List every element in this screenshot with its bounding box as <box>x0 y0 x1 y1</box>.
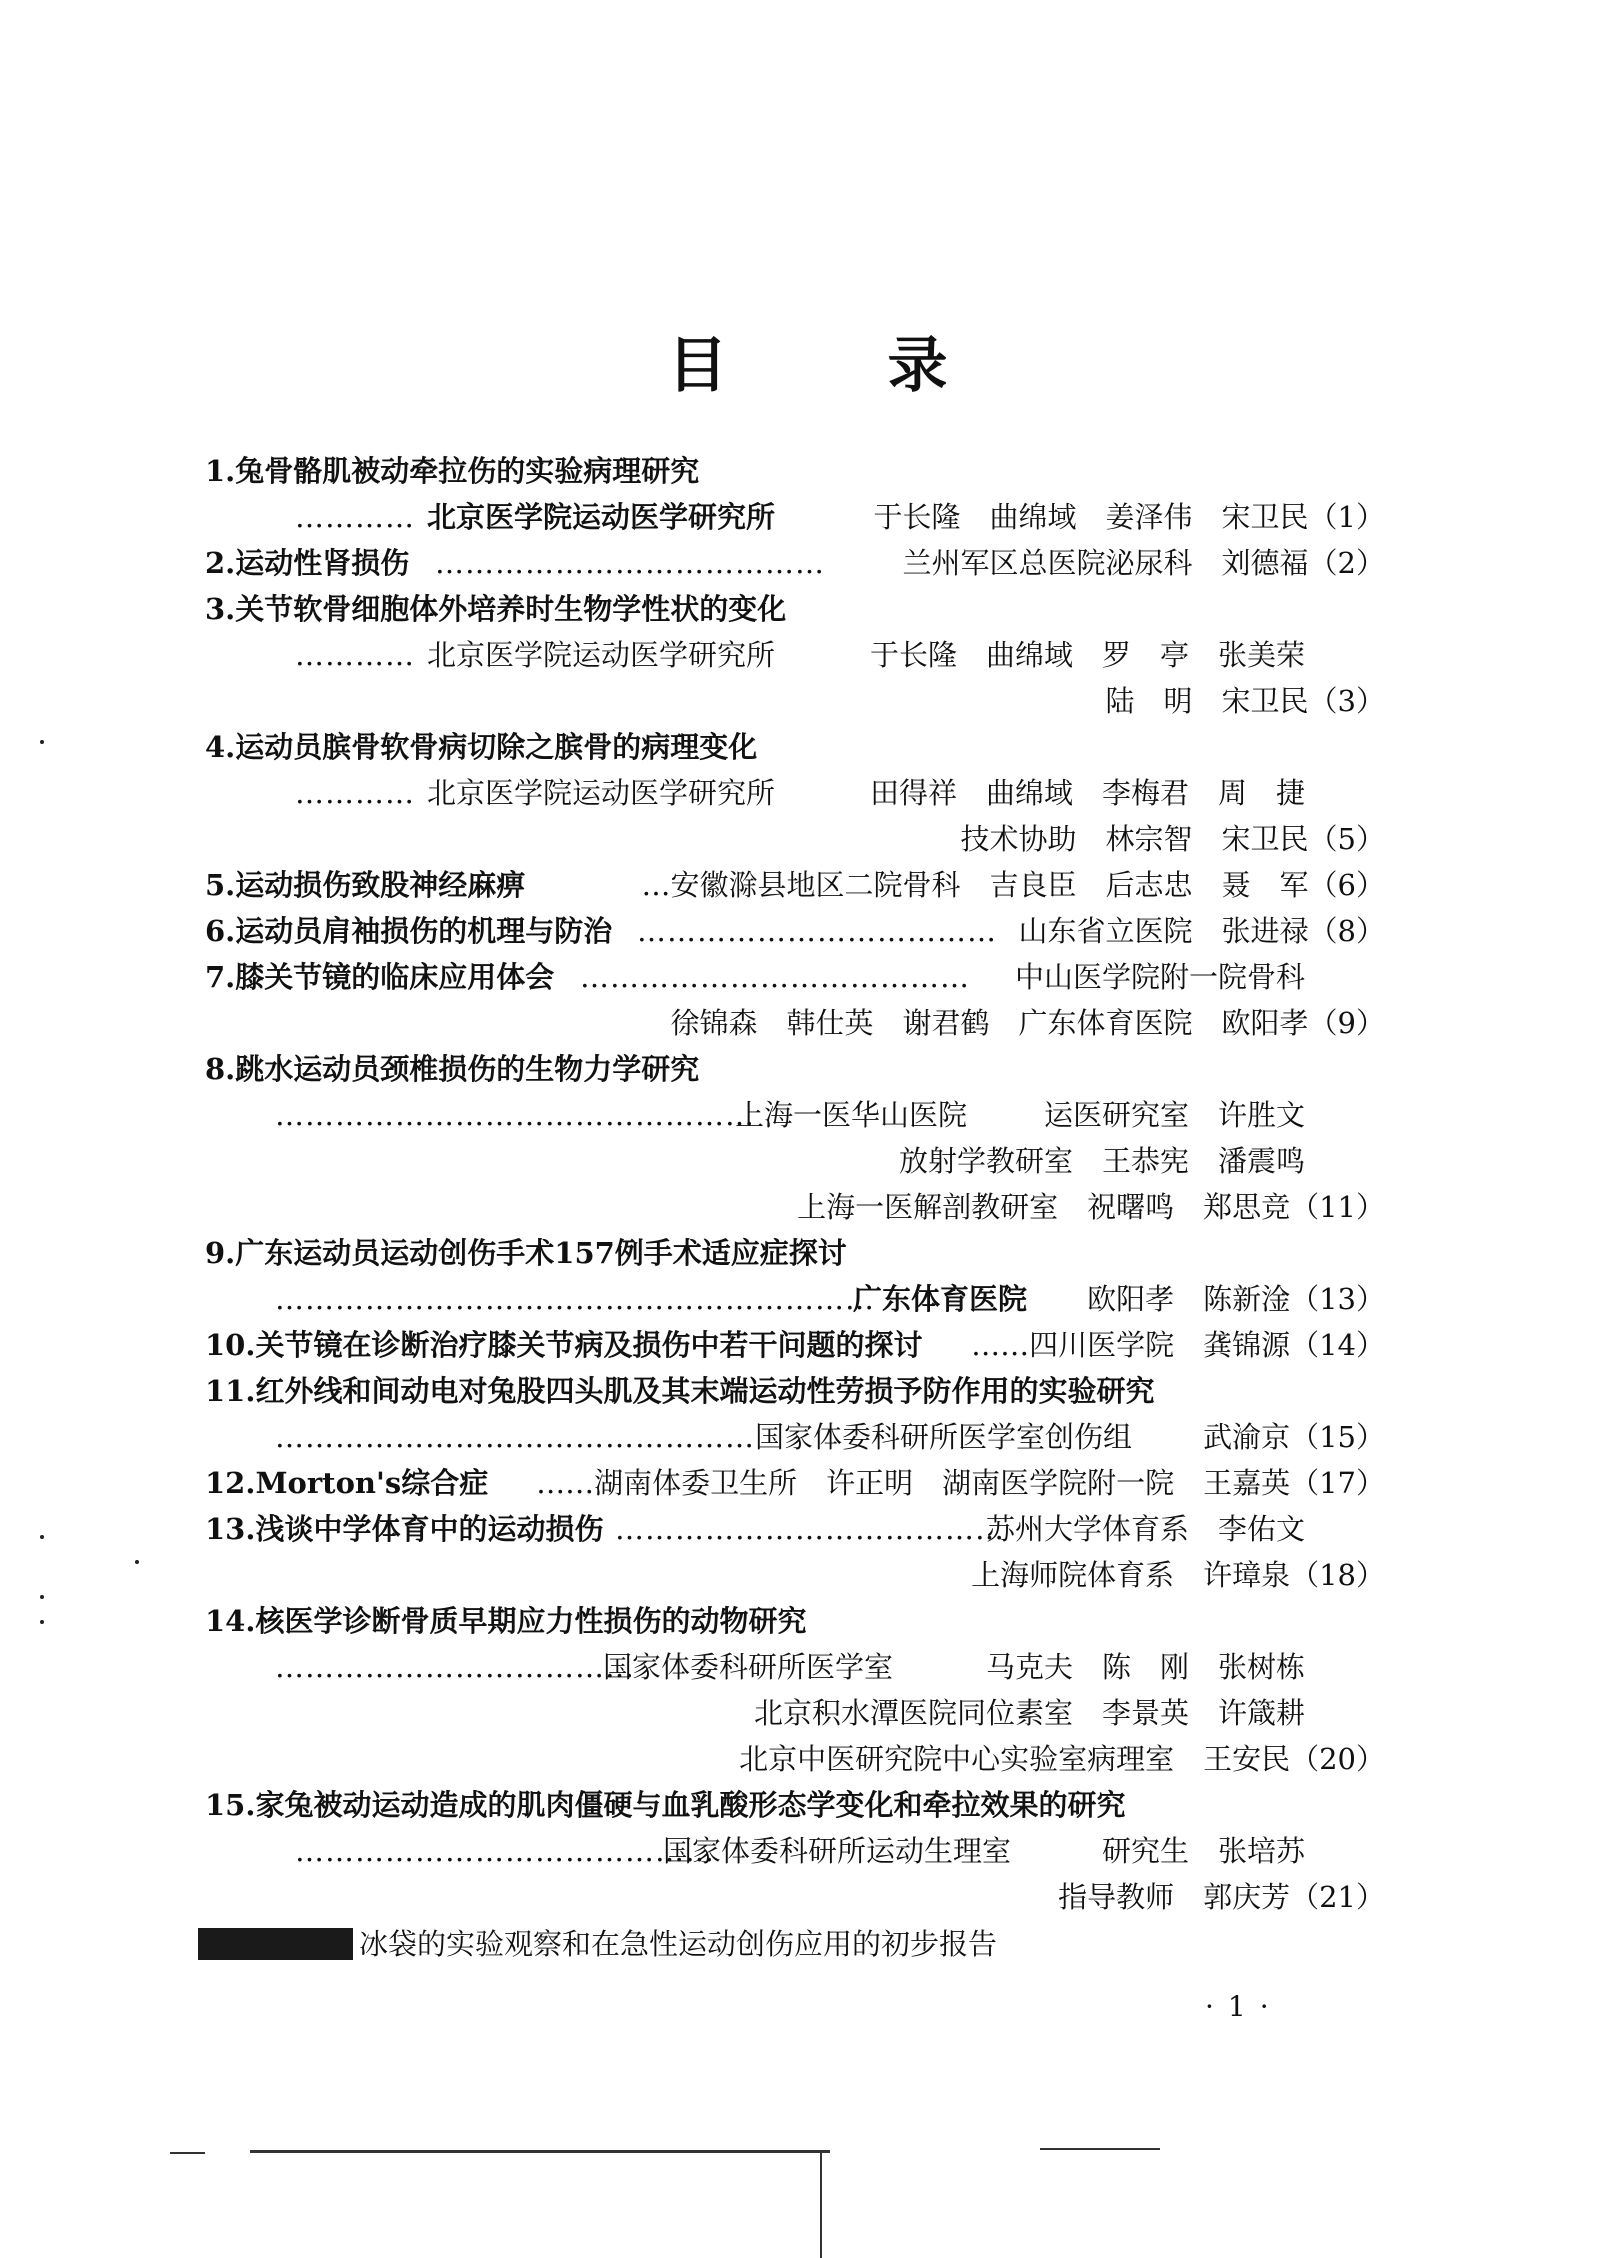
affiliation: 北京医学院运动医学研究所 <box>427 638 776 672</box>
toc-entry-14-title <box>205 1598 1385 1644</box>
partial-entry-16 <box>198 1923 997 1965</box>
dot-leader: ……………………………… <box>637 914 997 948</box>
scan-speck <box>135 1560 139 1564</box>
affiliation: 上海一医华山医院 <box>735 1098 968 1132</box>
authors: 于长隆 曲绵域 姜泽伟 宋卫民（1） <box>873 500 1385 534</box>
toc-entry-13-row <box>205 1552 1385 1598</box>
affiliation: 广东体育医院 <box>853 1282 1028 1316</box>
authors: 武渝京（15） <box>1203 1420 1385 1454</box>
toc-entry-11-row <box>205 1414 1385 1460</box>
entry-title: 13.浅谈中学体育中的运动损伤 <box>205 1512 604 1546</box>
toc-entry-8-row <box>205 1092 1385 1138</box>
authors: 田得祥 曲绵域 李梅君 周 捷 <box>869 776 1305 810</box>
scan-speck <box>40 1595 44 1599</box>
toc-entry-14-row <box>205 1690 1385 1736</box>
entry-title: 15.家兔被动运动造成的肌肉僵硬与血乳酸形态学变化和牵拉效果的研究 <box>205 1788 1126 1822</box>
affiliation: 国家体委科研所医学室 <box>603 1650 894 1684</box>
toc-entry-15-title <box>205 1782 1385 1828</box>
authors: 北京中医研究院中心实验室病理室 王安民（20） <box>739 1742 1385 1776</box>
toc-entry-5-title <box>205 862 1385 908</box>
affiliation: 北京医学院运动医学研究所 <box>427 500 776 534</box>
authors: 欧阳孝 陈新淦（13） <box>1087 1282 1385 1316</box>
toc-entry-15-row <box>205 1828 1385 1874</box>
entry-title: 2.运动性肾损伤 <box>205 546 410 580</box>
obscured-text-blot <box>198 1928 353 1960</box>
toc-entry-4-row <box>205 816 1385 862</box>
toc-entry-7-title <box>205 954 1385 1000</box>
entry-title: 5.运动损伤致股神经麻痹 <box>205 868 526 902</box>
toc-entry-7-row <box>205 1000 1385 1046</box>
toc-entry-8-row <box>205 1184 1385 1230</box>
page-title: 目录 <box>667 331 1108 401</box>
authors: 上海师院体育系 许璋泉（18） <box>971 1558 1385 1592</box>
scan-speck <box>40 1535 44 1539</box>
entry-title: 1.兔骨骼肌被动牵拉伤的实验病理研究 <box>205 454 700 488</box>
toc-entry-2-title <box>205 540 1385 586</box>
affiliation: 国家体委科研所运动生理室 <box>663 1834 1012 1868</box>
dot-leader: ………………………………………… <box>275 1098 755 1132</box>
authors: 指导教师 郭庆芳（21） <box>1058 1880 1385 1914</box>
authors: 研究生 张培苏 <box>1101 1834 1305 1868</box>
toc-entry-14-row <box>205 1644 1385 1690</box>
toc-entry-6-title <box>205 908 1385 954</box>
toc-entry-9-row <box>205 1276 1385 1322</box>
toc-entry-8-row <box>205 1138 1385 1184</box>
entry-title: 冰袋的实验观察和在急性运动创伤应用的初步报告 <box>359 1927 998 1961</box>
toc-entry-15-row <box>205 1874 1385 1920</box>
authors: 于长隆 曲绵域 罗 亭 张美荣 <box>869 638 1305 672</box>
page-number: ·1· <box>1205 1990 1283 2023</box>
dot-leader: ………… <box>295 638 415 672</box>
toc-entry-1-row <box>205 494 1385 540</box>
entry-title: 3.关节软骨细胞体外培养时生物学性状的变化 <box>205 592 787 626</box>
affiliation: 北京医学院运动医学研究所 <box>427 776 776 810</box>
entry-title: 10.关节镜在诊断治疗膝关节病及损伤中若干问题的探讨 <box>205 1328 923 1362</box>
toc-entry-3-title <box>205 586 1385 632</box>
authors: ……湖南体委卫生所 许正明 湖南医学院附一院 王嘉英（17） <box>536 1466 1385 1500</box>
entry-title: 14.核医学诊断骨质早期应力性损伤的动物研究 <box>205 1604 807 1638</box>
dot-leader: ………………………………… <box>615 1512 1005 1546</box>
authors: 放射学教研室 王恭宪 潘震鸣 <box>898 1144 1305 1178</box>
entry-title: 4.运动员膑骨软骨病切除之膑骨的病理变化 <box>205 730 758 764</box>
affiliation: 国家体委科研所医学室创伤组 <box>755 1420 1133 1454</box>
scan-speck <box>40 740 44 744</box>
authors: …安徽滁县地区二院骨科 吉良臣 后志忠 聂 军（6） <box>641 868 1385 902</box>
authors: 兰州军区总医院泌尿科 刘德福（2） <box>902 546 1385 580</box>
scan-artifact <box>820 2150 822 2258</box>
toc-entry-12-title <box>205 1460 1385 1506</box>
entry-title: 12.Morton's综合症 <box>205 1466 489 1500</box>
dot-leader: …………………………………… <box>295 1834 715 1868</box>
toc-entry-3-row <box>205 632 1385 678</box>
entry-title: 7.膝关节镜的临床应用体会 <box>205 960 555 994</box>
scan-artifact <box>170 2152 205 2154</box>
toc-entry-10-title <box>205 1322 1385 1368</box>
toc-entry-8-title <box>205 1046 1385 1092</box>
authors: 中山医学院附一院骨科 <box>1014 960 1305 994</box>
toc-entry-4-row <box>205 770 1385 816</box>
authors: 徐锦森 韩仕英 谢君鹤 广东体育医院 欧阳孝（9） <box>670 1006 1385 1040</box>
toc-entry-14-row <box>205 1736 1385 1782</box>
table-of-contents <box>205 448 1385 1920</box>
authors: 上海一医解剖教研室 祝曙鸣 郑思竞（11） <box>797 1190 1385 1224</box>
authors: 山东省立医院 张进禄（8） <box>1018 914 1385 948</box>
dot-leader: ………………………………… <box>435 546 825 580</box>
entry-title: 11.红外线和间动电对兔股四头肌及其末端运动性劳损予防作用的实验研究 <box>205 1374 1155 1408</box>
toc-entry-13-title <box>205 1506 1385 1552</box>
toc-entry-4-title <box>205 724 1385 770</box>
scan-speck <box>40 1620 44 1624</box>
authors: 马克夫 陈 刚 张树栋 <box>985 1650 1305 1684</box>
dot-leader: ………………………………………… <box>275 1420 755 1454</box>
entry-title: 8.跳水运动员颈椎损伤的生物力学研究 <box>205 1052 700 1086</box>
toc-entry-9-title <box>205 1230 1385 1276</box>
toc-entry-3-row <box>205 678 1385 724</box>
toc-entry-11-title <box>205 1368 1385 1414</box>
authors: 苏州大学体育系 李佑文 <box>985 1512 1305 1546</box>
dot-leader: ……………………………… <box>275 1650 635 1684</box>
entry-title: 6.运动员肩袖损伤的机理与防治 <box>205 914 613 948</box>
entry-title: 9.广东运动员运动创伤手术157例手术适应症探讨 <box>205 1236 847 1270</box>
toc-entry-1-title <box>205 448 1385 494</box>
authors: ……四川医学院 龚锦源（14） <box>971 1328 1385 1362</box>
dot-leader: ………… <box>295 776 415 810</box>
scan-artifact <box>1040 2148 1160 2150</box>
authors: 运医研究室 许胜文 <box>1043 1098 1305 1132</box>
authors: 陆 明 宋卫民（3） <box>1105 684 1385 718</box>
dot-leader: ………… <box>295 500 415 534</box>
authors: 技术协助 林宗智 宋卫民（5） <box>960 822 1385 856</box>
authors: 北京积水潭医院同位素室 李景英 许箴耕 <box>753 1696 1305 1730</box>
scan-artifact <box>250 2150 830 2153</box>
dot-leader: …………………………………………………… <box>275 1282 875 1316</box>
dot-leader: ………………………………… <box>580 960 970 994</box>
